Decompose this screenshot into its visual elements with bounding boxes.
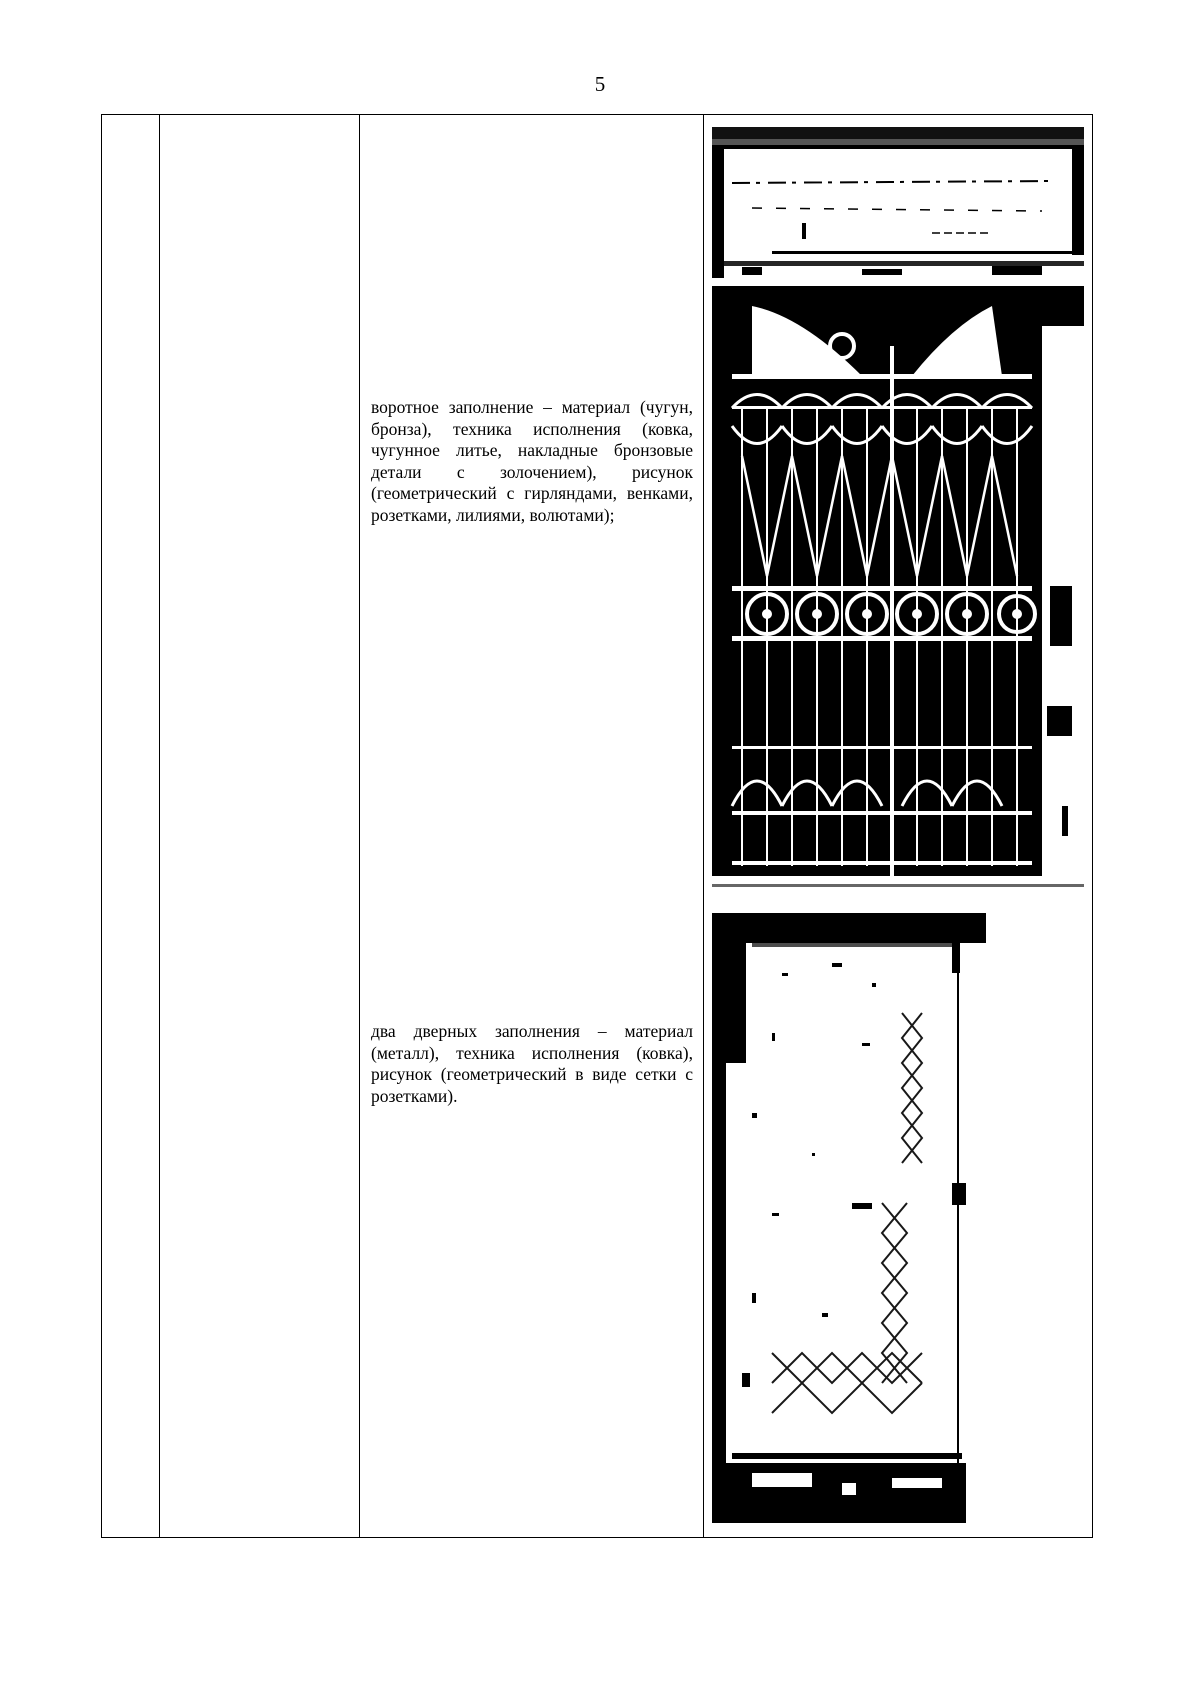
column-divider-3 — [703, 115, 704, 1537]
page-number: 5 — [594, 72, 606, 96]
column-divider-1 — [159, 115, 160, 1537]
column-divider-2 — [359, 115, 360, 1537]
building-cornice-photo — [712, 123, 1084, 278]
cast-iron-gate-photo — [712, 286, 1084, 904]
door-filling-description: два дверных заполнения – материал (металл), техника исполнения (ковка), рисунок (геометрический в виде сетки с розетками). — [371, 1021, 693, 1106]
forged-door-photo — [712, 913, 986, 1523]
gate-filling-description: воротное заполнение – материал (чугун, бронза), техника исполнения (ковка, чугунное литье, накладные бронзовые детали с золочением), рисунок (геометрический с гирляндами, венками, розетками, лилиями, волютами); — [371, 397, 693, 525]
